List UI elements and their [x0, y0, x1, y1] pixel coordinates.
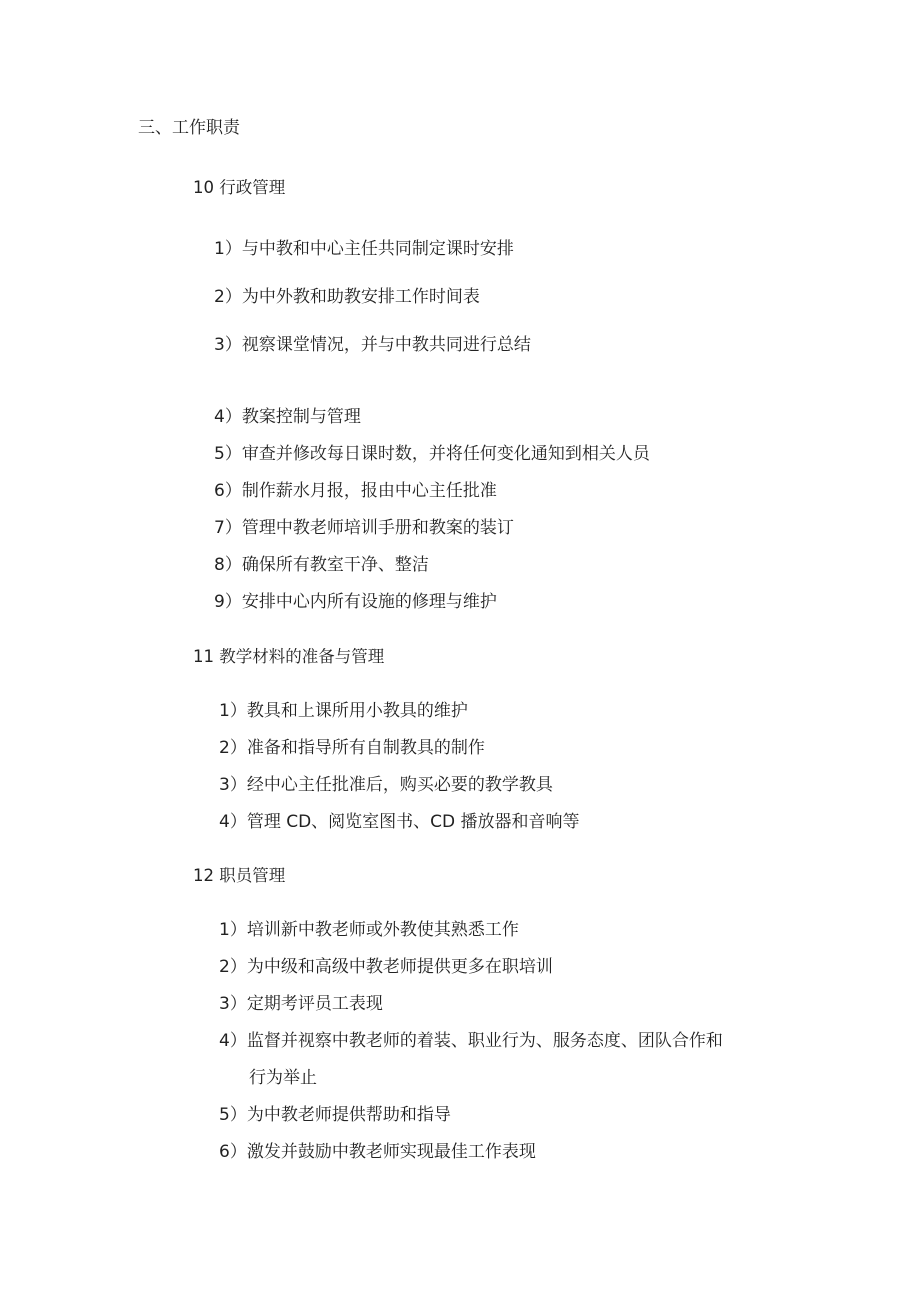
list-item: 6）激发并鼓励中教老师实现最佳工作表现 — [219, 1142, 536, 1162]
list-item: 3）经中心主任批准后，购买必要的教学教具 — [219, 775, 553, 795]
list-item: 8）确保所有教室干净、整洁 — [214, 555, 429, 575]
heading-teaching-materials: 11 教学材料的准备与管理 — [193, 647, 385, 666]
list-item: 2）准备和指导所有自制教具的制作 — [219, 738, 485, 758]
heading-staff-management: 12 职员管理 — [193, 866, 286, 885]
list-item: 5）为中教老师提供帮助和指导 — [219, 1105, 451, 1125]
list-item: 1）教具和上课所用小教具的维护 — [219, 701, 468, 721]
section-title: 三、工作职责 — [138, 118, 240, 138]
list-item: 2）为中级和高级中教老师提供更多在职培训 — [219, 957, 553, 977]
list-item: 3）定期考评员工表现 — [219, 994, 383, 1014]
list-item: 5）审查并修改每日课时数，并将任何变化通知到相关人员 — [214, 444, 650, 464]
list-item: 3）视察课堂情况，并与中教共同进行总结 — [214, 335, 531, 355]
list-item: 4）监督并视察中教老师的着装、职业行为、服务态度、团队合作和 — [219, 1031, 723, 1051]
list-item: 6）制作薪水月报，报由中心主任批准 — [214, 481, 497, 501]
list-item: 7）管理中教老师培训手册和教案的装订 — [214, 518, 514, 538]
list-item: 4）管理 CD、阅览室图书、CD 播放器和音响等 — [219, 812, 580, 832]
list-item: 1）与中教和中心主任共同制定课时安排 — [214, 239, 514, 259]
list-item: 1）培训新中教老师或外教使其熟悉工作 — [219, 920, 519, 940]
list-item: 2）为中外教和助教安排工作时间表 — [214, 287, 480, 307]
list-item: 4）教案控制与管理 — [214, 407, 361, 427]
heading-admin: 10 行政管理 — [193, 178, 286, 197]
list-item: 9）安排中心内所有设施的修理与维护 — [214, 592, 497, 612]
list-item-continuation: 行为举止 — [249, 1068, 317, 1088]
